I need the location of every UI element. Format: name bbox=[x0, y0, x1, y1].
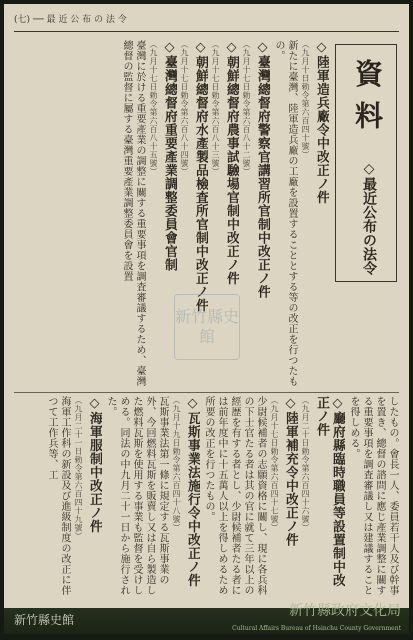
upper-columns-7: ◇朝鮮總督府水產製品檢査所官制中改正ノ件 bbox=[193, 40, 208, 312]
seal-text: 新竹縣史館 bbox=[175, 307, 240, 346]
upper-columns-10: （九月十七日勅令第六百八十五號） bbox=[149, 40, 158, 176]
lower-columns-5: 少尉候補者の志願資格に關し、現に各兵科の下士官たる者は其の官に就て三年以上の經歴を有する者とし、少尉候補者たる者には前年度中に十五萬人以上を得しめるため所要の改正を行つたもの。 bbox=[203, 396, 266, 596]
lower-columns-7: （九月十九日勅令第六百四十八號） bbox=[172, 396, 181, 532]
upper-text-block bbox=[14, 40, 329, 390]
upper-columns-1: （九月十日勅令第六百四十號） bbox=[301, 40, 310, 159]
top-rule bbox=[14, 31, 399, 32]
upper-columns-3: ◇臺灣總督府警察官講習所官制中改正ノ件 bbox=[255, 40, 270, 299]
middle-rule bbox=[14, 392, 399, 393]
watermark-footer-bar bbox=[4, 603, 409, 634]
upper-columns-5: ◇朝鮮總督府農事試驗場官制中改正ノ件 bbox=[224, 40, 239, 285]
upper-columns-11: 臺灣に於ける重要產業の調整に關する重要事項を調査審議するため、臺灣總督の監督に屬する臺灣重要產業調整委員會を設置 bbox=[121, 40, 145, 387]
lower-columns-9: ◇海軍服制中改正ノ件 bbox=[87, 396, 102, 533]
lower-columns-3: ◇陸軍補充令中改正ノ件 bbox=[283, 396, 298, 547]
section-title: 資料 bbox=[351, 59, 384, 143]
lower-columns-10: （九月二十一日勅令第六百四十九號） bbox=[74, 396, 83, 541]
upper-columns-2: 新たに臺灣、陸軍造兵廠の工廠を設置することとする等の改正を行つたもの。 bbox=[273, 40, 297, 387]
lower-columns-11: 海軍工作科の新設及び進級制度の改正に伴つて工作兵等、工 bbox=[46, 396, 70, 596]
lower-columns-0: したもの。會長一人、委員若干人及び幹事を置き、總督の諮問に應じ產業調整に關する重要事項を調査審議し又は建議することを得しめる。 bbox=[348, 396, 398, 596]
footer-right-org-name-en: Cultural Affairs Bureau of Hsinchu County Government bbox=[232, 625, 401, 632]
running-head: (七) ── 最 近 公 布 の 法 令 bbox=[14, 15, 127, 25]
lower-columns-1: ◇廳府縣臨時職員等設置制中改正ノ件 bbox=[314, 396, 345, 587]
document-page bbox=[4, 4, 409, 634]
lower-columns-6: ◇瓦斯事業法施行令中改正ノ件 bbox=[185, 396, 200, 587]
lower-text-block bbox=[14, 396, 399, 596]
upper-columns-0: ◇陸軍造兵廠令中改正ノ件 bbox=[314, 40, 329, 204]
upper-columns-9: ◇臺灣總督府重要產業調整委員會官制 bbox=[162, 40, 177, 272]
section-subtitle: ◇最近公布の法令 bbox=[361, 161, 377, 275]
section-title-box bbox=[335, 44, 397, 282]
footer-right-org-name: 新竹縣政府文化局 bbox=[289, 603, 401, 619]
library-seal-stamp bbox=[174, 294, 240, 360]
lower-columns-4: （九月十七日勅令第六百四十七號） bbox=[270, 396, 279, 532]
lower-columns-2: （九月二十日勅令第六百四十六號） bbox=[301, 396, 310, 532]
upper-columns-8: （九月十七日勅令第六百八十四號） bbox=[180, 40, 189, 176]
lower-columns-8: 瓦斯事業法第一條に規定する瓦斯事業の外、今回燃料瓦斯を販賣し又は自ら製造した燃料瓦斯を使用する事業も監督を受けしめる。同法の中九月二十一日から施行された。 bbox=[105, 396, 168, 596]
upper-columns-6: （九月十七日勅令第六百八十三號） bbox=[211, 40, 220, 176]
footer-left-logo-text: 新竹縣史館 bbox=[14, 613, 75, 627]
lower-columns bbox=[14, 396, 399, 596]
upper-columns bbox=[14, 40, 329, 390]
upper-columns-4: （九月十七日勅令第六百八十二號） bbox=[242, 40, 251, 176]
